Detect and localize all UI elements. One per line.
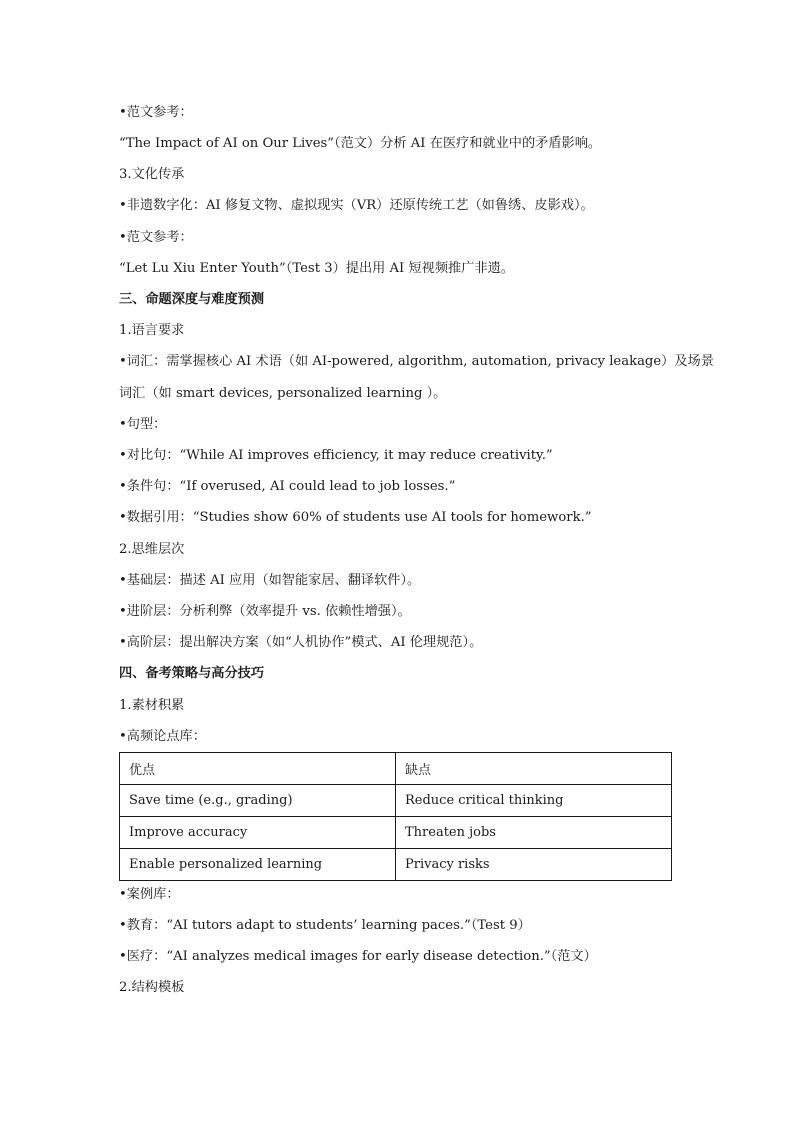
bullet-high-level: •高阶层：提出解决方案（如“人机协作”模式、AI 伦理规范）。 <box>119 635 483 650</box>
table-cell: Reduce critical thinking <box>396 785 672 817</box>
bullet-contrast-sentence: •对比句：“While AI improves efficiency, it may reduce creativity.” <box>119 448 553 463</box>
bullet-intangible-heritage-digitization: •非遗数字化：AI 修复文物、虚拟现实（VR）还原传统工艺（如鲁绣、皮影戏）。 <box>119 198 594 213</box>
table-header-row <box>120 753 672 785</box>
bullet-conditional-sentence: •条件句：“If overused, AI could lead to job losses.” <box>119 479 456 494</box>
table-cell: Improve accuracy <box>120 817 396 849</box>
heading-thinking-levels: 2.思维层次 <box>119 542 185 557</box>
bullet-argument-bank: •高频论点库： <box>119 729 206 744</box>
bullet-case-bank: •案例库： <box>119 887 180 902</box>
heading-language-requirements: 1.语言要求 <box>119 323 185 338</box>
table-header-cons: 缺点 <box>396 753 672 785</box>
section-heading-difficulty-prediction: 三、命题深度与难度预测 <box>119 292 265 307</box>
table-row <box>120 849 672 881</box>
table-cell: Threaten jobs <box>396 817 672 849</box>
bullet-model-essay-reference-2: •范文参考： <box>119 230 193 245</box>
vocabulary-continuation: 词汇（如 smart devices, personalized learning ）。 <box>119 386 447 401</box>
table-cell: Save time (e.g., grading) <box>120 785 396 817</box>
bullet-basic-level: •基础层：描述 AI 应用（如智能家居、翻译软件）。 <box>119 573 421 588</box>
heading-structure-template: 2.结构模板 <box>119 980 185 995</box>
section-heading-exam-strategy: 四、备考策略与高分技巧 <box>119 666 265 681</box>
table-row <box>120 817 672 849</box>
bullet-education-case: •教育：“AI tutors adapt to students’ learning paces.”（Test 9） <box>119 918 531 933</box>
bullet-vocabulary: •词汇：需掌握核心 AI 术语（如 AI-powered, algorithm, automation, privacy leakage）及场景 <box>119 354 714 369</box>
model-essay-impact-of-ai: “The Impact of AI on Our Lives”（范文）分析 AI 在医疗和就业中的矛盾影响。 <box>119 136 602 151</box>
pros-cons-table <box>119 752 672 881</box>
bullet-data-citation: •数据引用：“Studies show 60% of students use AI tools for homework.” <box>119 510 592 525</box>
bullet-advanced-level: •进阶层：分析利弊（效率提升 vs. 依赖性增强）。 <box>119 604 411 619</box>
table-header-pros: 优点 <box>120 753 396 785</box>
bullet-model-essay-reference-1: •范文参考： <box>119 105 193 120</box>
heading-cultural-heritage: 3.文化传承 <box>119 167 185 182</box>
model-essay-lu-xiu: “Let Lu Xiu Enter Youth”（Test 3）提出用 AI 短视频推广非遗。 <box>119 261 514 276</box>
table-row <box>120 785 672 817</box>
table-cell: Privacy risks <box>396 849 672 881</box>
table-cell: Enable personalized learning <box>120 849 396 881</box>
bullet-sentence-patterns: •句型： <box>119 417 167 432</box>
heading-material-accumulation: 1.素材积累 <box>119 698 185 713</box>
bullet-medical-case: •医疗：“AI analyzes medical images for early disease detection.”（范文） <box>119 949 597 964</box>
